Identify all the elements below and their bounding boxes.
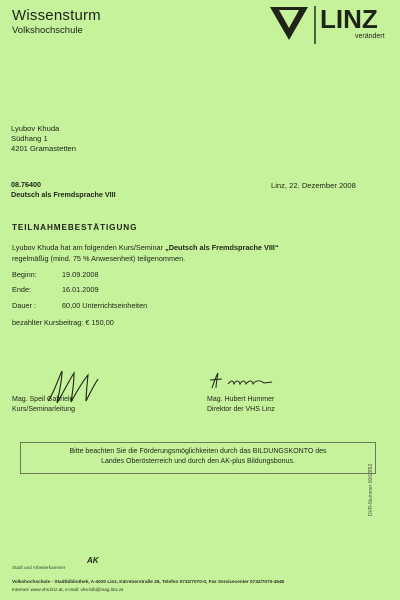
end-value: 16.01.2009 — [62, 285, 99, 294]
body-line-2: regelmäßig (mind. 75 % Anwesenheit) teilgenommen. — [12, 254, 186, 263]
recipient-name: Lyubov Khuda — [11, 124, 60, 133]
footer-contact: Internet: www.vhs.linz.at, e-mail: vhs-bib@mag.linz.at — [12, 587, 124, 592]
course-name: „Deutsch als Fremdsprache VIII“ — [165, 243, 279, 252]
recipient-city: 4201 Gramastetten — [11, 144, 77, 153]
ak-logo: AK — [87, 556, 99, 565]
signatory-left-name: Mag. Speil Gabriele — [12, 396, 74, 403]
footer-address: Volkshochschule - Stadtbibliothek, A-4020 Linz, Kärntnerstraße 26, Telefon 0732/7070-0, Fax Servicecenter 0732/7070-4546 — [12, 579, 285, 584]
body-line-1-text: Lyubov Khuda hat am folgenden Kurs/Seminar — [12, 243, 166, 252]
funding-notice-line-2: Landes Oberösterreich und durch den AK-plus Bildungsbonus. — [101, 458, 295, 465]
signatory-right-role: Direktor der VHS Linz — [207, 406, 275, 413]
begin-label: Beginn: — [12, 270, 37, 279]
document-date: Linz, 22. Dezember 2008 — [271, 181, 356, 190]
signatory-right-name: Mag. Hubert Hummer — [207, 396, 275, 403]
course-fee: bezahlter Kursbeitrag: € 150,00 — [12, 318, 114, 327]
reference-course: Deutsch als Fremdsprache VIII — [11, 190, 116, 199]
begin-value: 19.09.2008 — [62, 270, 99, 279]
document-heading: TEILNAHMEBESTÄTIGUNG — [12, 223, 138, 232]
duration-label: Dauer : — [12, 301, 36, 310]
funding-notice-line-1: Bitte beachten Sie die Förderungsmöglichkeiten durch das BILDUNGSKONTO des — [69, 448, 327, 455]
recipient-street: Südhang 1 — [11, 134, 48, 143]
dvr-number: DVR-Nummer 0002852 — [368, 463, 374, 516]
logo-wordmark: LINZ — [320, 4, 378, 34]
body-line-1 — [12, 243, 279, 252]
end-label: Ende: — [12, 285, 32, 294]
signatory-left-role: Kurs/Seminarleitung — [12, 406, 76, 413]
logo-tagline: verändert — [355, 33, 385, 40]
footer-partner-text: Stadt und Arbeiterkammer — [12, 565, 66, 570]
duration-value: 60,00 Unterrichtseinheiten — [62, 301, 148, 310]
signature-right — [206, 370, 276, 392]
organization-name: Wissensturm — [12, 7, 101, 24]
reference-number: 08.76400 — [11, 180, 41, 189]
organization-subtitle: Volkshochschule — [12, 25, 83, 36]
